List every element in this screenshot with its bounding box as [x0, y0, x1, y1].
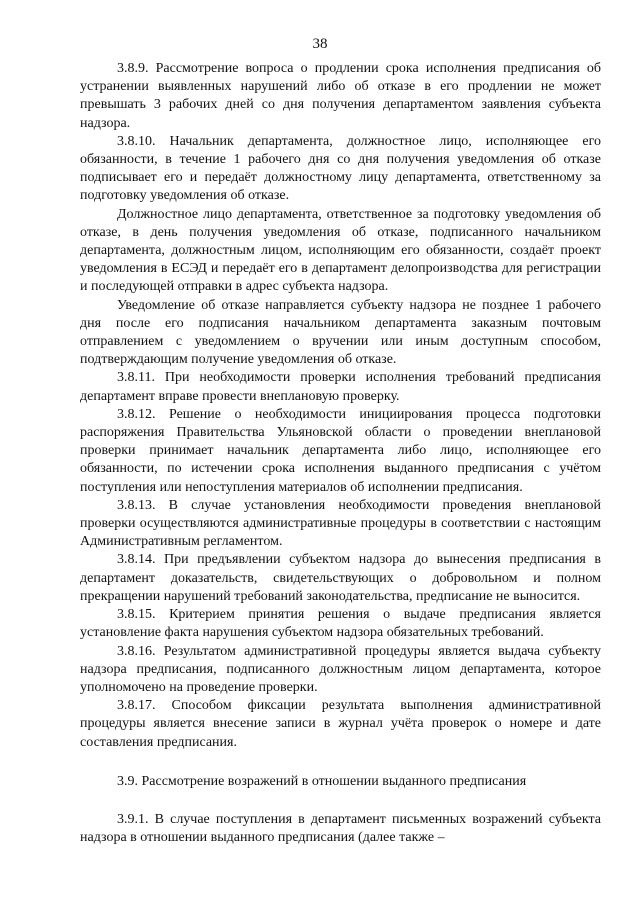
- paragraph-3-8-17: 3.8.17. Способом фиксации результата выполнения административной процедуры является внесение записи в журнал учёта проверок о номере и дате составления предписания.: [80, 698, 601, 750]
- page-number: 38: [312, 36, 328, 52]
- paragraph-3-8-10: 3.8.10. Начальник департамента, должностное лицо, исполняющее его обязанности, в течение 1 рабочего дня со дня получения уведомления об отказе подписывает его и передаёт должностному лицу департамента, ответственному за подготовку уведомления об отказе.: [80, 133, 601, 204]
- paragraph-3-8-9: 3.8.9. Рассмотрение вопроса о продлении срока исполнения предписания об устранении выявленных нарушений либо об отказе в его продлении не может превышать 3 рабочих дней со дня получения департаментом заявления субъекта надзора.: [80, 61, 601, 131]
- section-heading-3-9: 3.9. Рассмотрение возражений в отношении выданного предписания: [117, 773, 527, 789]
- paragraph-3-8-14: 3.8.14. При предъявлении субъектом надзора до вынесения предписания в департамент доказательств, свидетельствующих о добровольном и полном прекращении нарушений требований законодательства, предписание не выносится.: [80, 552, 601, 604]
- paragraph-refusal-notice: Уведомление об отказе направляется субъекту надзора не позднее 1 рабочего дня после его подписания начальником департамента заказным почтовым отправлением с уведомлением о вручении или иным доступным способом, подтверждающим получение уведомления об отказе.: [80, 297, 601, 368]
- paragraph-3-8-15: 3.8.15. Критерием принятия решения о выдаче предписания является установление факта нарушения субъектом надзора обязательных требований.: [80, 607, 601, 641]
- paragraph-3-9-1: 3.9.1. В случае поступления в департамент письменных возражений субъекта надзора в отношении выданного предписания (далее также –: [80, 811, 601, 846]
- paragraph-3-8-12: 3.8.12. Решение о необходимости инициирования процесса подготовки распоряжения Правительства Ульяновской области о проведении внеплановой проверки принимает начальник департамента либо лицо, исполняющее его обязанности, по истечении срока исполнения выданного предписания с учётом поступления или непоступления материалов об исполнении предписания.: [80, 406, 601, 495]
- paragraph-responsible-official: Должностное лицо департамента, ответственное за подготовку уведомления об отказе, в день получения уведомления об отказе, подписанного начальником департамента, должностным лицом, исполняющим его обязанности, создаёт проект уведомления в ЕСЭД и передаёт его в департамент делопроизводства для регистрации и последующей отправки в адрес субъекта надзора.: [80, 206, 601, 295]
- paragraph-3-8-13: 3.8.13. В случае установления необходимости проведения внеплановой проверки осуществляются административные процедуры в соответствии с настоящим Административным регламентом.: [80, 497, 601, 550]
- document-body: [80, 60, 601, 847]
- paragraph-3-8-16: 3.8.16. Результатом административной процедуры является выдача субъекту надзора предписания, подписанного должностным лицом департамента, которое уполномочено на проведение проверки.: [80, 643, 601, 695]
- paragraph-3-8-11: 3.8.11. При необходимости проверки исполнения требований предписания департамент вправе провести внеплановую проверку.: [80, 370, 601, 404]
